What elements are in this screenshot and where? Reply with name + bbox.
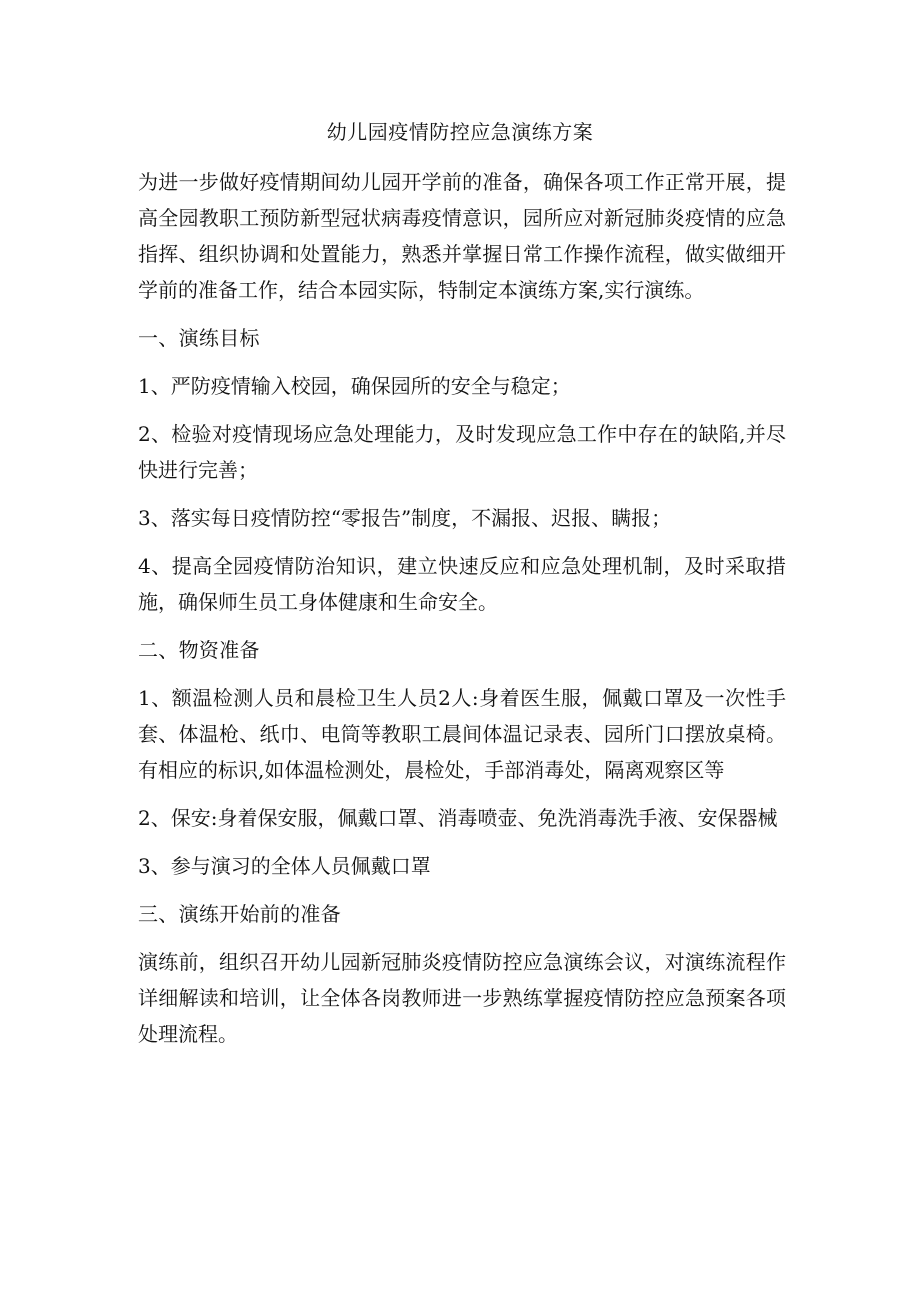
intro-paragraph: 为进一步做好疫情期间幼儿园开学前的准备，确保各项工作正常开展，提高全园教职工预防新型冠状病毒疫情意识，园所应对新冠肺炎疫情的应急指挥、组织协调和处置能力，熟悉并掌握日常工作操作流程，做实做细开学前的准备工作，结合本园实际，特制定本演练方案,实行演练。 [138,170,786,302]
supply-item-2: 2、保安:身着保安服，佩戴口罩、消毒喷壶、免洗消毒洗手液、安保器械 [138,806,778,830]
goal-item-1: 1、严防疫情输入校园，确保园所的安全与稳定； [138,374,571,398]
goal-item-2: 2、检验对疫情现场应急处理能力，及时发现应急工作中存在的缺陷,并尽快进行完善； [138,422,786,482]
section-heading-goals: 一、演练目标 [138,326,260,350]
document-title: 幼儿园疫情防控应急演练方案 [326,120,594,144]
section-heading-preparation: 三、演练开始前的准备 [138,902,341,926]
supply-item-3: 3、参与演习的全体人员佩戴口罩 [138,854,431,878]
supply-item-1: 1、额温检测人员和晨检卫生人员2人:身着医生服，佩戴口罩及一次性手套、体温枪、纸巾、电筒等教职工晨间体温记录表、园所门口摆放桌椅。有相应的标识,如体温检测处，晨检处，手部消毒处，隔离观察区等 [138,686,786,782]
goal-item-3: 3、落实每日疫情防控“零报告”制度，不漏报、迟报、瞒报； [138,506,672,530]
document-body [138,164,786,1052]
section-heading-supplies: 二、物资准备 [138,638,260,662]
goal-item-4: 4、提高全园疫情防治知识，建立快速反应和应急处理机制，及时采取措施，确保师生员工身体健康和生命安全。 [138,554,786,614]
preparation-paragraph: 演练前，组织召开幼儿园新冠肺炎疫情防控应急演练会议，对演练流程作详细解读和培训，让全体各岗教师进一步熟练掌握疫情防控应急预案各项处理流程。 [138,950,786,1046]
